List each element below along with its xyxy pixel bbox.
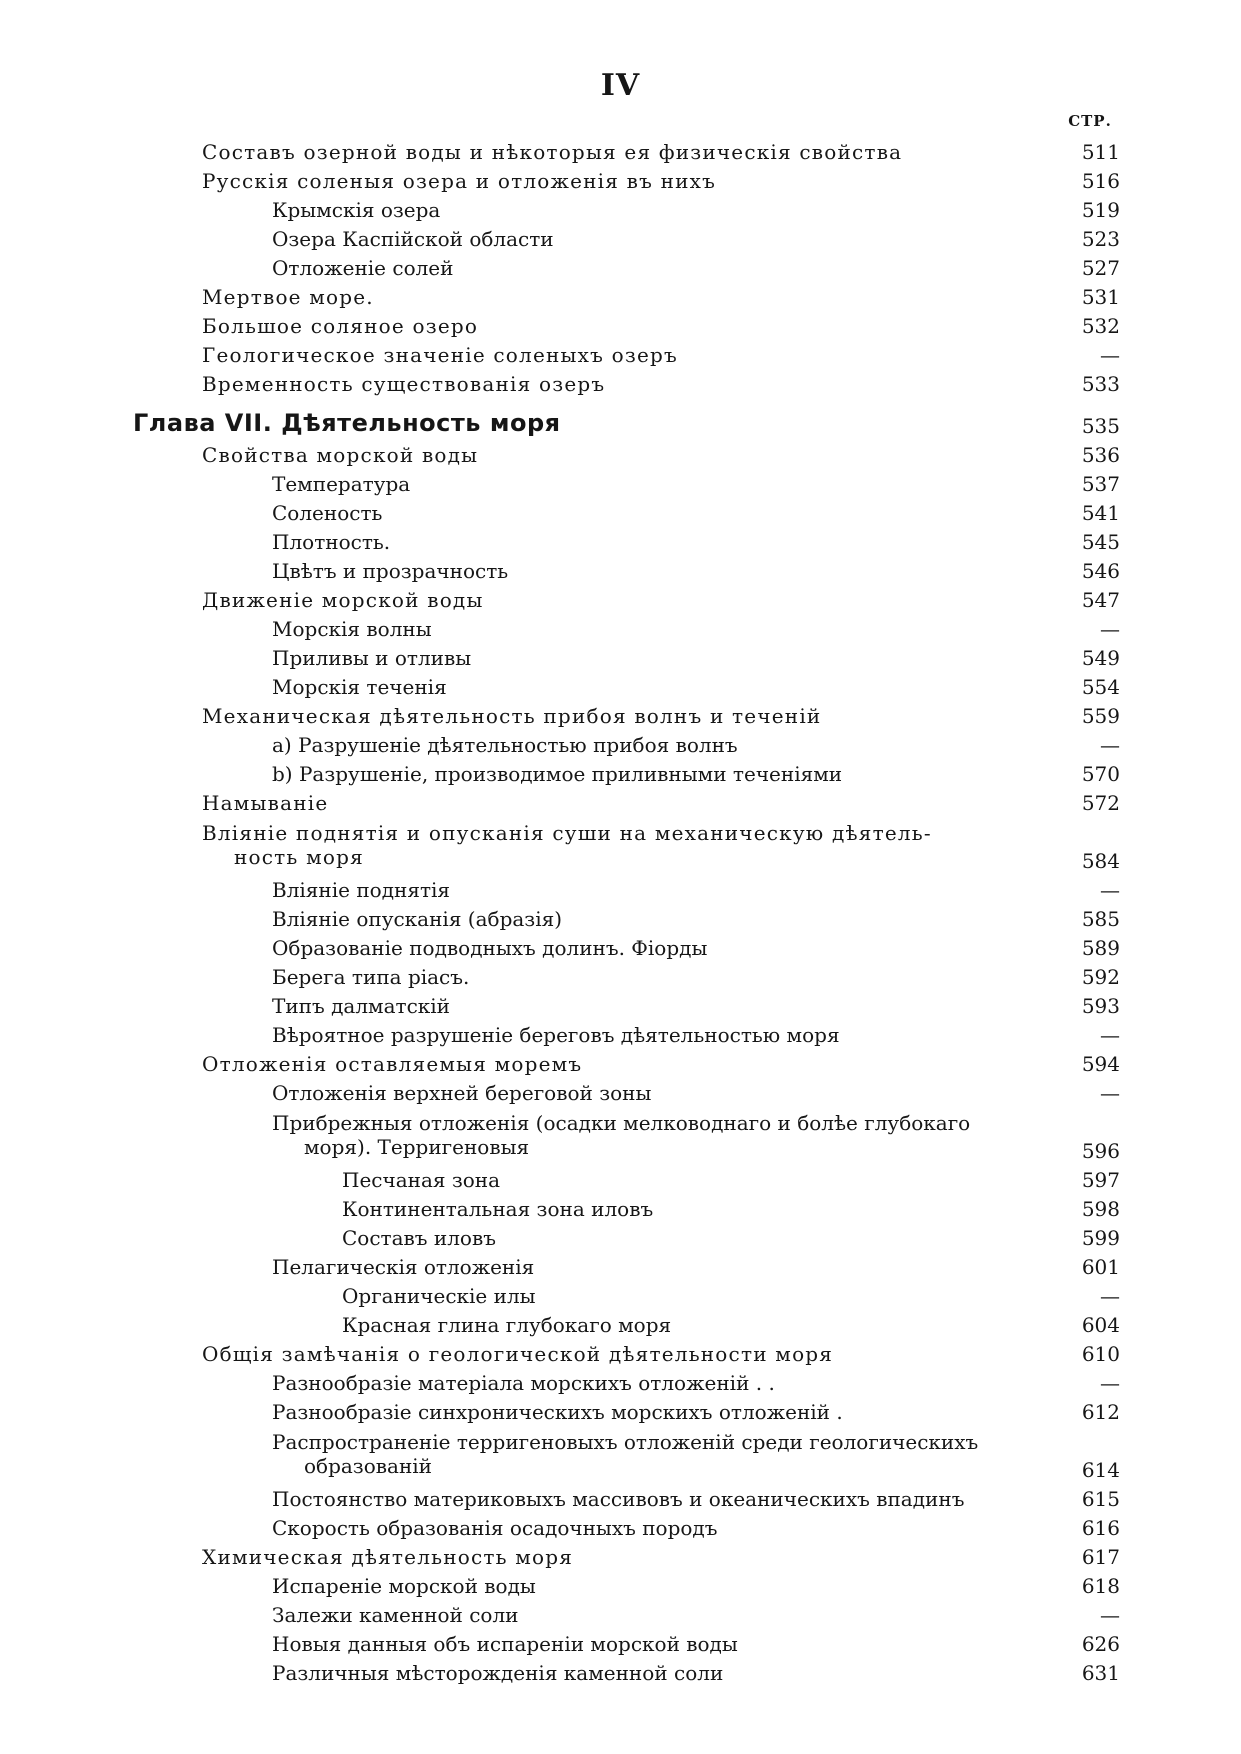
toc-entry xyxy=(0,138,1241,167)
toc-entry xyxy=(0,196,1241,225)
toc-entry xyxy=(0,167,1241,196)
toc-entry xyxy=(0,1340,1241,1369)
toc-entry xyxy=(0,283,1241,312)
toc-entry-title: Плотность. xyxy=(272,530,391,554)
toc-entry-page: — xyxy=(1100,617,1120,641)
toc-entry xyxy=(0,499,1241,528)
toc-entry-title: Составъ озерной воды и нѣкоторыя ея физическія свойства xyxy=(202,140,903,164)
toc-entry-title: Геологическое значеніе соленыхъ озеръ xyxy=(202,343,678,367)
toc-entry-page: 604 xyxy=(1081,1313,1120,1337)
chapter-heading xyxy=(0,409,1241,441)
toc-entry-page: 617 xyxy=(1081,1545,1120,1569)
toc-entry-title: Температура xyxy=(272,472,411,496)
toc-entry-page: 516 xyxy=(1081,169,1120,193)
toc-entry xyxy=(0,644,1241,673)
toc-entry-page: 589 xyxy=(1081,936,1120,960)
toc-entry xyxy=(0,441,1241,470)
toc-entry xyxy=(0,934,1241,963)
toc-entry xyxy=(0,963,1241,992)
toc-entry-page: — xyxy=(1100,733,1120,757)
toc-entry-title: Свойства морской воды xyxy=(202,443,479,467)
toc-entry-title: Скорость образованія осадочныхъ породъ xyxy=(272,1516,718,1540)
toc-entry-page: — xyxy=(1100,343,1120,367)
toc-entry-page: 592 xyxy=(1081,965,1120,989)
toc-entry xyxy=(0,992,1241,1021)
toc-entry-page: 549 xyxy=(1081,646,1120,670)
toc-entry-page: — xyxy=(1100,1371,1120,1395)
toc-entry-title: Органическіе илы xyxy=(342,1284,536,1308)
toc-entry-page: 536 xyxy=(1081,443,1120,467)
toc-entry-page: 614 xyxy=(1081,1458,1120,1482)
toc-entry xyxy=(0,731,1241,760)
toc-entry-title: Большое соляное озеро xyxy=(202,314,479,338)
toc-entry xyxy=(0,1253,1241,1282)
toc-entry-title: Пелагическія отложенія xyxy=(272,1255,535,1279)
toc-entry-page: 601 xyxy=(1081,1255,1120,1279)
toc-entry-title xyxy=(272,1430,1062,1478)
toc-entry-title: Русскія соленыя озера и отложенія въ нихъ xyxy=(202,169,717,193)
toc-entry-page: 533 xyxy=(1081,372,1120,396)
toc-entry-title: Типъ далматскій xyxy=(272,994,450,1018)
toc-entry xyxy=(0,789,1241,818)
toc-entry-page: 596 xyxy=(1081,1139,1120,1163)
toc-entry-page: 545 xyxy=(1081,530,1120,554)
toc-entry-page: 532 xyxy=(1081,314,1120,338)
toc-entry-page: 547 xyxy=(1081,588,1120,612)
toc-entry-title: Красная глина глубокаго моря xyxy=(342,1313,672,1337)
toc-entry-page: — xyxy=(1100,1284,1120,1308)
toc-entry-title: Отложенія оставляемыя моремъ xyxy=(202,1052,583,1076)
toc-entry-title-line1: Прибрежныя отложенія (осадки мелководнаго и болѣе глубокаго xyxy=(272,1111,971,1135)
toc-entry xyxy=(0,1021,1241,1050)
toc-entry xyxy=(0,586,1241,615)
toc-entry-title: Временность существованія озеръ xyxy=(202,372,606,396)
toc-entry xyxy=(0,312,1241,341)
toc-entry-title: Различныя мѣсторожденія каменной соли xyxy=(272,1661,724,1685)
toc-entry-title: Приливы и отливы xyxy=(272,646,472,670)
toc-entry-page: 572 xyxy=(1081,791,1120,815)
toc-entry-title: Вліяніе поднятія xyxy=(272,878,451,902)
toc-entry xyxy=(0,673,1241,702)
toc-entry-page: 615 xyxy=(1081,1487,1120,1511)
toc-entry-page: 570 xyxy=(1081,762,1120,786)
toc-entry-title: Механическая дѣятельность прибоя волнъ и теченій xyxy=(202,704,822,728)
toc-entry-title: Общія замѣчанія о геологической дѣятельности моря xyxy=(202,1342,834,1366)
toc-entry-title: Соленость xyxy=(272,501,383,525)
toc-entry-title: Разнообразіе матеріала морскихъ отложеній . . xyxy=(272,1371,775,1395)
toc-entry-title: Морскія волны xyxy=(272,617,432,641)
toc-entry-title xyxy=(272,1111,1062,1159)
toc-entry xyxy=(0,1108,1241,1166)
table-of-contents xyxy=(0,138,1241,1688)
toc-entry-title-line2: ность моря xyxy=(234,845,364,869)
toc-entry xyxy=(0,1427,1241,1485)
toc-entry xyxy=(0,615,1241,644)
toc-entry xyxy=(0,370,1241,399)
chapter-page: 535 xyxy=(1081,414,1120,438)
toc-entry-page: 616 xyxy=(1081,1516,1120,1540)
toc-entry-title: Движеніе морской воды xyxy=(202,588,484,612)
toc-entry xyxy=(0,557,1241,586)
toc-entry xyxy=(0,1572,1241,1601)
toc-entry-page: 527 xyxy=(1081,256,1120,280)
toc-entry-title-line1: Вліяніе поднятія и опусканія суши на механическую дѣятель- xyxy=(202,821,932,845)
toc-entry xyxy=(0,1050,1241,1079)
toc-entry xyxy=(0,1311,1241,1340)
toc-entry-page: 531 xyxy=(1081,285,1120,309)
toc-entry-page: 523 xyxy=(1081,227,1120,251)
toc-entry-title: Отложенія верхней береговой зоны xyxy=(272,1081,652,1105)
toc-entry-title: Новыя данныя объ испареніи морской воды xyxy=(272,1632,738,1656)
toc-entry-page: — xyxy=(1100,1603,1120,1627)
toc-entry-page: 559 xyxy=(1081,704,1120,728)
toc-entry xyxy=(0,1398,1241,1427)
toc-entry-page: 618 xyxy=(1081,1574,1120,1598)
toc-entry xyxy=(0,1224,1241,1253)
toc-entry-title: Испареніе морской воды xyxy=(272,1574,536,1598)
toc-entry-page: 626 xyxy=(1081,1632,1120,1656)
toc-entry-page: 537 xyxy=(1081,472,1120,496)
toc-entry xyxy=(0,1079,1241,1108)
toc-entry-title: Морскія теченія xyxy=(272,675,447,699)
toc-entry xyxy=(0,1166,1241,1195)
toc-entry-title: b) Разрушеніе, производимое приливными теченіями xyxy=(272,762,843,786)
toc-entry-title: Берега типа ріасъ. xyxy=(272,965,470,989)
toc-entry xyxy=(0,1485,1241,1514)
toc-entry-title: Континентальная зона иловъ xyxy=(342,1197,654,1221)
toc-entry-title: Залежи каменной соли xyxy=(272,1603,519,1627)
toc-entry-page: — xyxy=(1100,878,1120,902)
toc-entry xyxy=(0,1601,1241,1630)
toc-entry-title: Мертвое море. xyxy=(202,285,374,309)
toc-entry-page: 554 xyxy=(1081,675,1120,699)
toc-entry-title: Постоянство материковыхъ массивовъ и океаническихъ впадинъ xyxy=(272,1487,965,1511)
toc-entry-page: 593 xyxy=(1081,994,1120,1018)
toc-entry xyxy=(0,702,1241,731)
toc-entry xyxy=(0,470,1241,499)
toc-entry xyxy=(0,1543,1241,1572)
toc-entry-title-line1: Распространеніе терригеновыхъ отложеній среди геологическихъ xyxy=(272,1430,979,1454)
toc-entry-title: Намываніе xyxy=(202,791,329,815)
toc-entry-title: Озера Каспійской области xyxy=(272,227,554,251)
toc-entry-page: 585 xyxy=(1081,907,1120,931)
chapter-title: Глава VII. Дѣятельность моря xyxy=(133,409,561,437)
toc-entry-title: Песчаная зона xyxy=(342,1168,501,1192)
toc-entry xyxy=(0,905,1241,934)
toc-entry-title: Вліяніе опусканія (абразія) xyxy=(272,907,563,931)
toc-entry-page: 631 xyxy=(1081,1661,1120,1685)
toc-entry-title: Составъ иловъ xyxy=(342,1226,496,1250)
toc-entry-page: — xyxy=(1100,1023,1120,1047)
toc-entry xyxy=(0,1369,1241,1398)
toc-entry-page: 519 xyxy=(1081,198,1120,222)
toc-entry xyxy=(0,528,1241,557)
toc-entry xyxy=(0,1195,1241,1224)
toc-entry xyxy=(0,225,1241,254)
toc-entry-title: a) Разрушеніе дѣятельностью прибоя волнъ xyxy=(272,733,738,757)
page-number: IV xyxy=(600,68,641,103)
toc-entry-page: 597 xyxy=(1081,1168,1120,1192)
toc-entry-title: Образованіе подводныхъ долинъ. Фіорды xyxy=(272,936,708,960)
toc-entry-title: Крымскія озера xyxy=(272,198,441,222)
toc-entry-page: 546 xyxy=(1081,559,1120,583)
toc-entry-title xyxy=(202,821,1062,869)
toc-entry xyxy=(0,1514,1241,1543)
toc-entry xyxy=(0,1282,1241,1311)
toc-entry-page: 584 xyxy=(1081,849,1120,873)
toc-entry-page: 612 xyxy=(1081,1400,1120,1424)
toc-entry-page: 610 xyxy=(1081,1342,1120,1366)
toc-entry-title: Химическая дѣятельность моря xyxy=(202,1545,574,1569)
toc-entry xyxy=(0,1659,1241,1688)
toc-entry xyxy=(0,876,1241,905)
page-column-header: СТР. xyxy=(1068,112,1112,130)
toc-entry-page: — xyxy=(1100,1081,1120,1105)
toc-entry xyxy=(0,818,1241,876)
toc-entry-page: 594 xyxy=(1081,1052,1120,1076)
toc-entry-title: Цвѣтъ и прозрачность xyxy=(272,559,509,583)
toc-entry-page: 541 xyxy=(1081,501,1120,525)
toc-entry-page: 599 xyxy=(1081,1226,1120,1250)
toc-entry xyxy=(0,1630,1241,1659)
toc-entry xyxy=(0,254,1241,283)
toc-entry-page: 511 xyxy=(1081,140,1120,164)
toc-entry-title-line2: моря). Терригеновыя xyxy=(304,1135,530,1159)
toc-entry-title: Отложеніе солей xyxy=(272,256,454,280)
toc-entry-title: Вѣроятное разрушеніе береговъ дѣятельностью моря xyxy=(272,1023,840,1047)
toc-entry-title-line2: образованій xyxy=(304,1454,432,1478)
toc-entry-page: 598 xyxy=(1081,1197,1120,1221)
toc-entry-title: Разнообразіе синхроническихъ морскихъ отложеній . xyxy=(272,1400,843,1424)
toc-entry xyxy=(0,760,1241,789)
toc-entry xyxy=(0,341,1241,370)
